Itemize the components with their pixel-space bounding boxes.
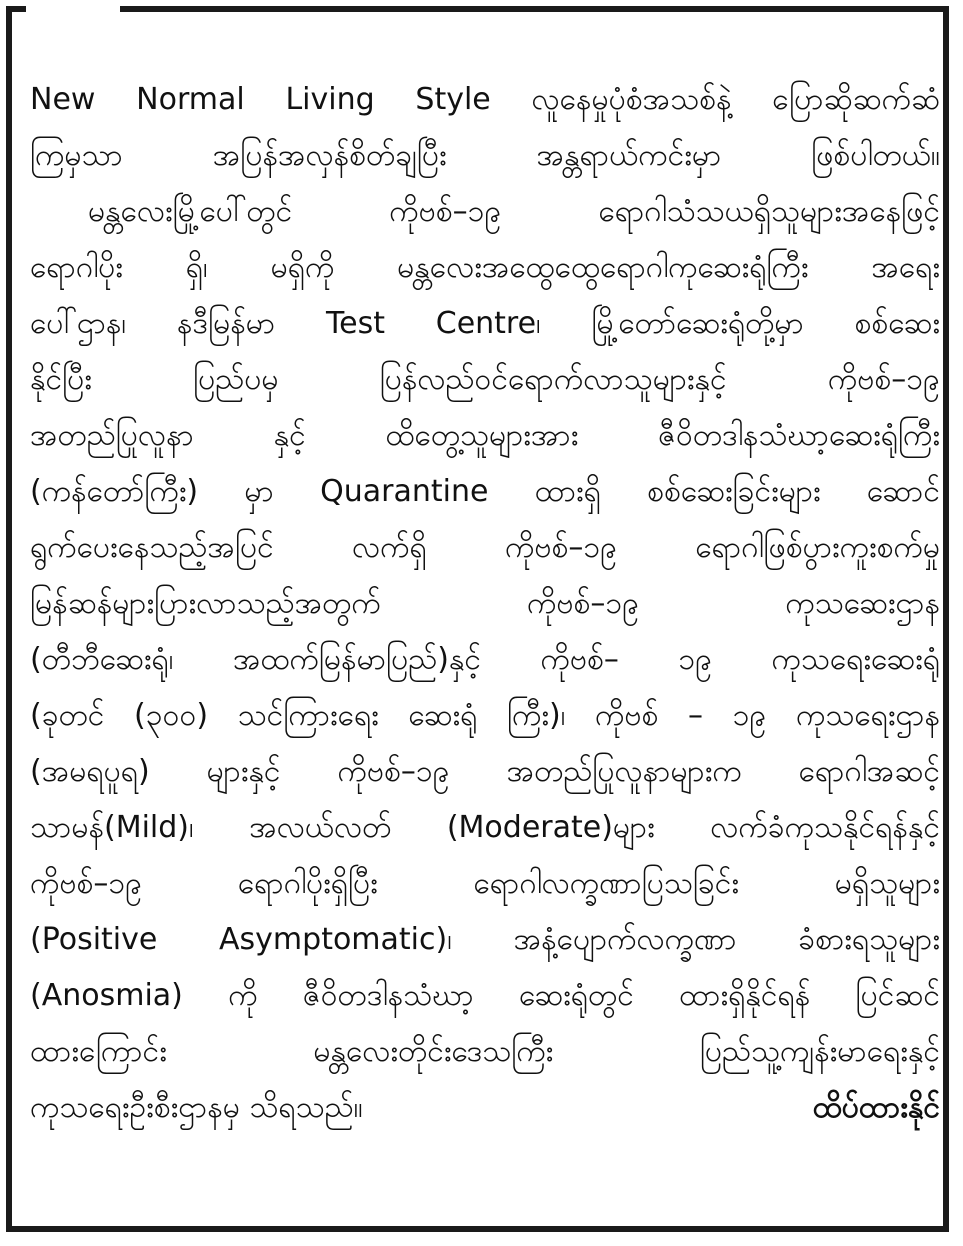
article-line: (တီဘီဆေးရုံ၊ အထက်မြန်မာပြည်)နှင့် ကိုဗစ်– ၁၉ ကုသရေးဆေးရုံ — [30, 642, 940, 677]
frame-gap — [26, 0, 120, 16]
article-line: ရွက်ပေးနေသည့်အပြင် လက်ရှိ ကိုဗစ်–၁၉ ရောဂါဖြစ်ပွားကူးစက်မှု — [30, 530, 940, 565]
article-closing-text: ကုသရေးဦးစီးဌာနမှ သိရသည်။ — [30, 1090, 363, 1125]
article-line: (Positive Asymptomatic)၊ အနံ့ပျောက်လက္ခဏာ ခံစားရသူများ — [30, 922, 940, 957]
article-line: ထားကြောင်း မန္တလေးတိုင်းဒေသကြီး ပြည်သူ့ကျန်းမာရေးနှင့် — [30, 1034, 940, 1069]
article-line: (ကန်တော်ကြီး) မှာ Quarantine ထားရှိ စစ်ဆေးခြင်းများ ဆောင် — [30, 474, 940, 509]
article-line: ပေါ်ဌာန၊ နဒီမြန်မာ Test Centre၊ မြို့တော်ဆေးရုံတို့မှာ စစ်ဆေး — [30, 306, 940, 341]
article-line: (ခုတင် (၃၀၀) သင်ကြားရေး ဆေးရုံ ကြီး)၊ ကိုဗစ် – ၁၉ ကုသရေးဌာန — [30, 698, 940, 733]
article-line: မန္တလေးမြို့ပေါ်တွင် ကိုဗစ်–၁၉ ရောဂါသံသယရှိသူများအနေဖြင့် — [88, 194, 940, 229]
article-line: (အမရပူရ) များနှင့် ကိုဗစ်–၁၉ အတည်ပြုလူနာများက ရောဂါအဆင့် — [30, 754, 940, 789]
article-line: အတည်ပြုလူနာ နှင့် ထိတွေ့သူများအား ဇီဝိတဒါနသံဃာ့ဆေးရုံကြီး — [30, 418, 940, 453]
author-byline: ထိပ်ထားနိုင် — [812, 1090, 940, 1125]
article-line: ရောဂါပိုး ရှိ၊ မရှိကို မန္တလေးအထွေထွေရောဂါကုဆေးရုံကြီး အရေး — [30, 250, 940, 285]
article-line: နိုင်ပြီး ပြည်ပမှ ပြန်လည်ဝင်ရောက်လာသူများနှင့် ကိုဗစ်–၁၉ — [30, 362, 940, 397]
article-line: ကိုဗစ်–၁၉ ရောဂါပိုးရှိပြီး ရောဂါလက္ခဏာပြသခြင်း မရှိသူများ — [30, 866, 940, 901]
article-line: ကြမှသာ အပြန်အလှန်စိတ်ချပြီး အန္တရာယ်ကင်းမှာ ဖြစ်ပါတယ်။ — [30, 138, 940, 173]
article-line: သာမန်(Mild)၊ အလယ်လတ် (Moderate)များ လက်ခံကုသနိုင်ရန်နှင့် — [30, 810, 940, 845]
article-line: (Anosmia) ကို ဇီဝိတဒါနသံဃာ့ ဆေးရုံတွင် ထားရှိနိုင်ရန် ပြင်ဆင် — [30, 978, 940, 1013]
article-line: New Normal Living Style လူနေမှုပုံစံအသစ်နဲ့ ပြောဆိုဆက်ဆံ — [30, 82, 940, 117]
article-line: မြန်ဆန်များပြားလာသည့်အတွက် ကိုဗစ်–၁၉ ကုသဆေးဌာန — [30, 586, 940, 621]
article-last-line — [30, 1080, 940, 1136]
article-body — [30, 72, 940, 1136]
